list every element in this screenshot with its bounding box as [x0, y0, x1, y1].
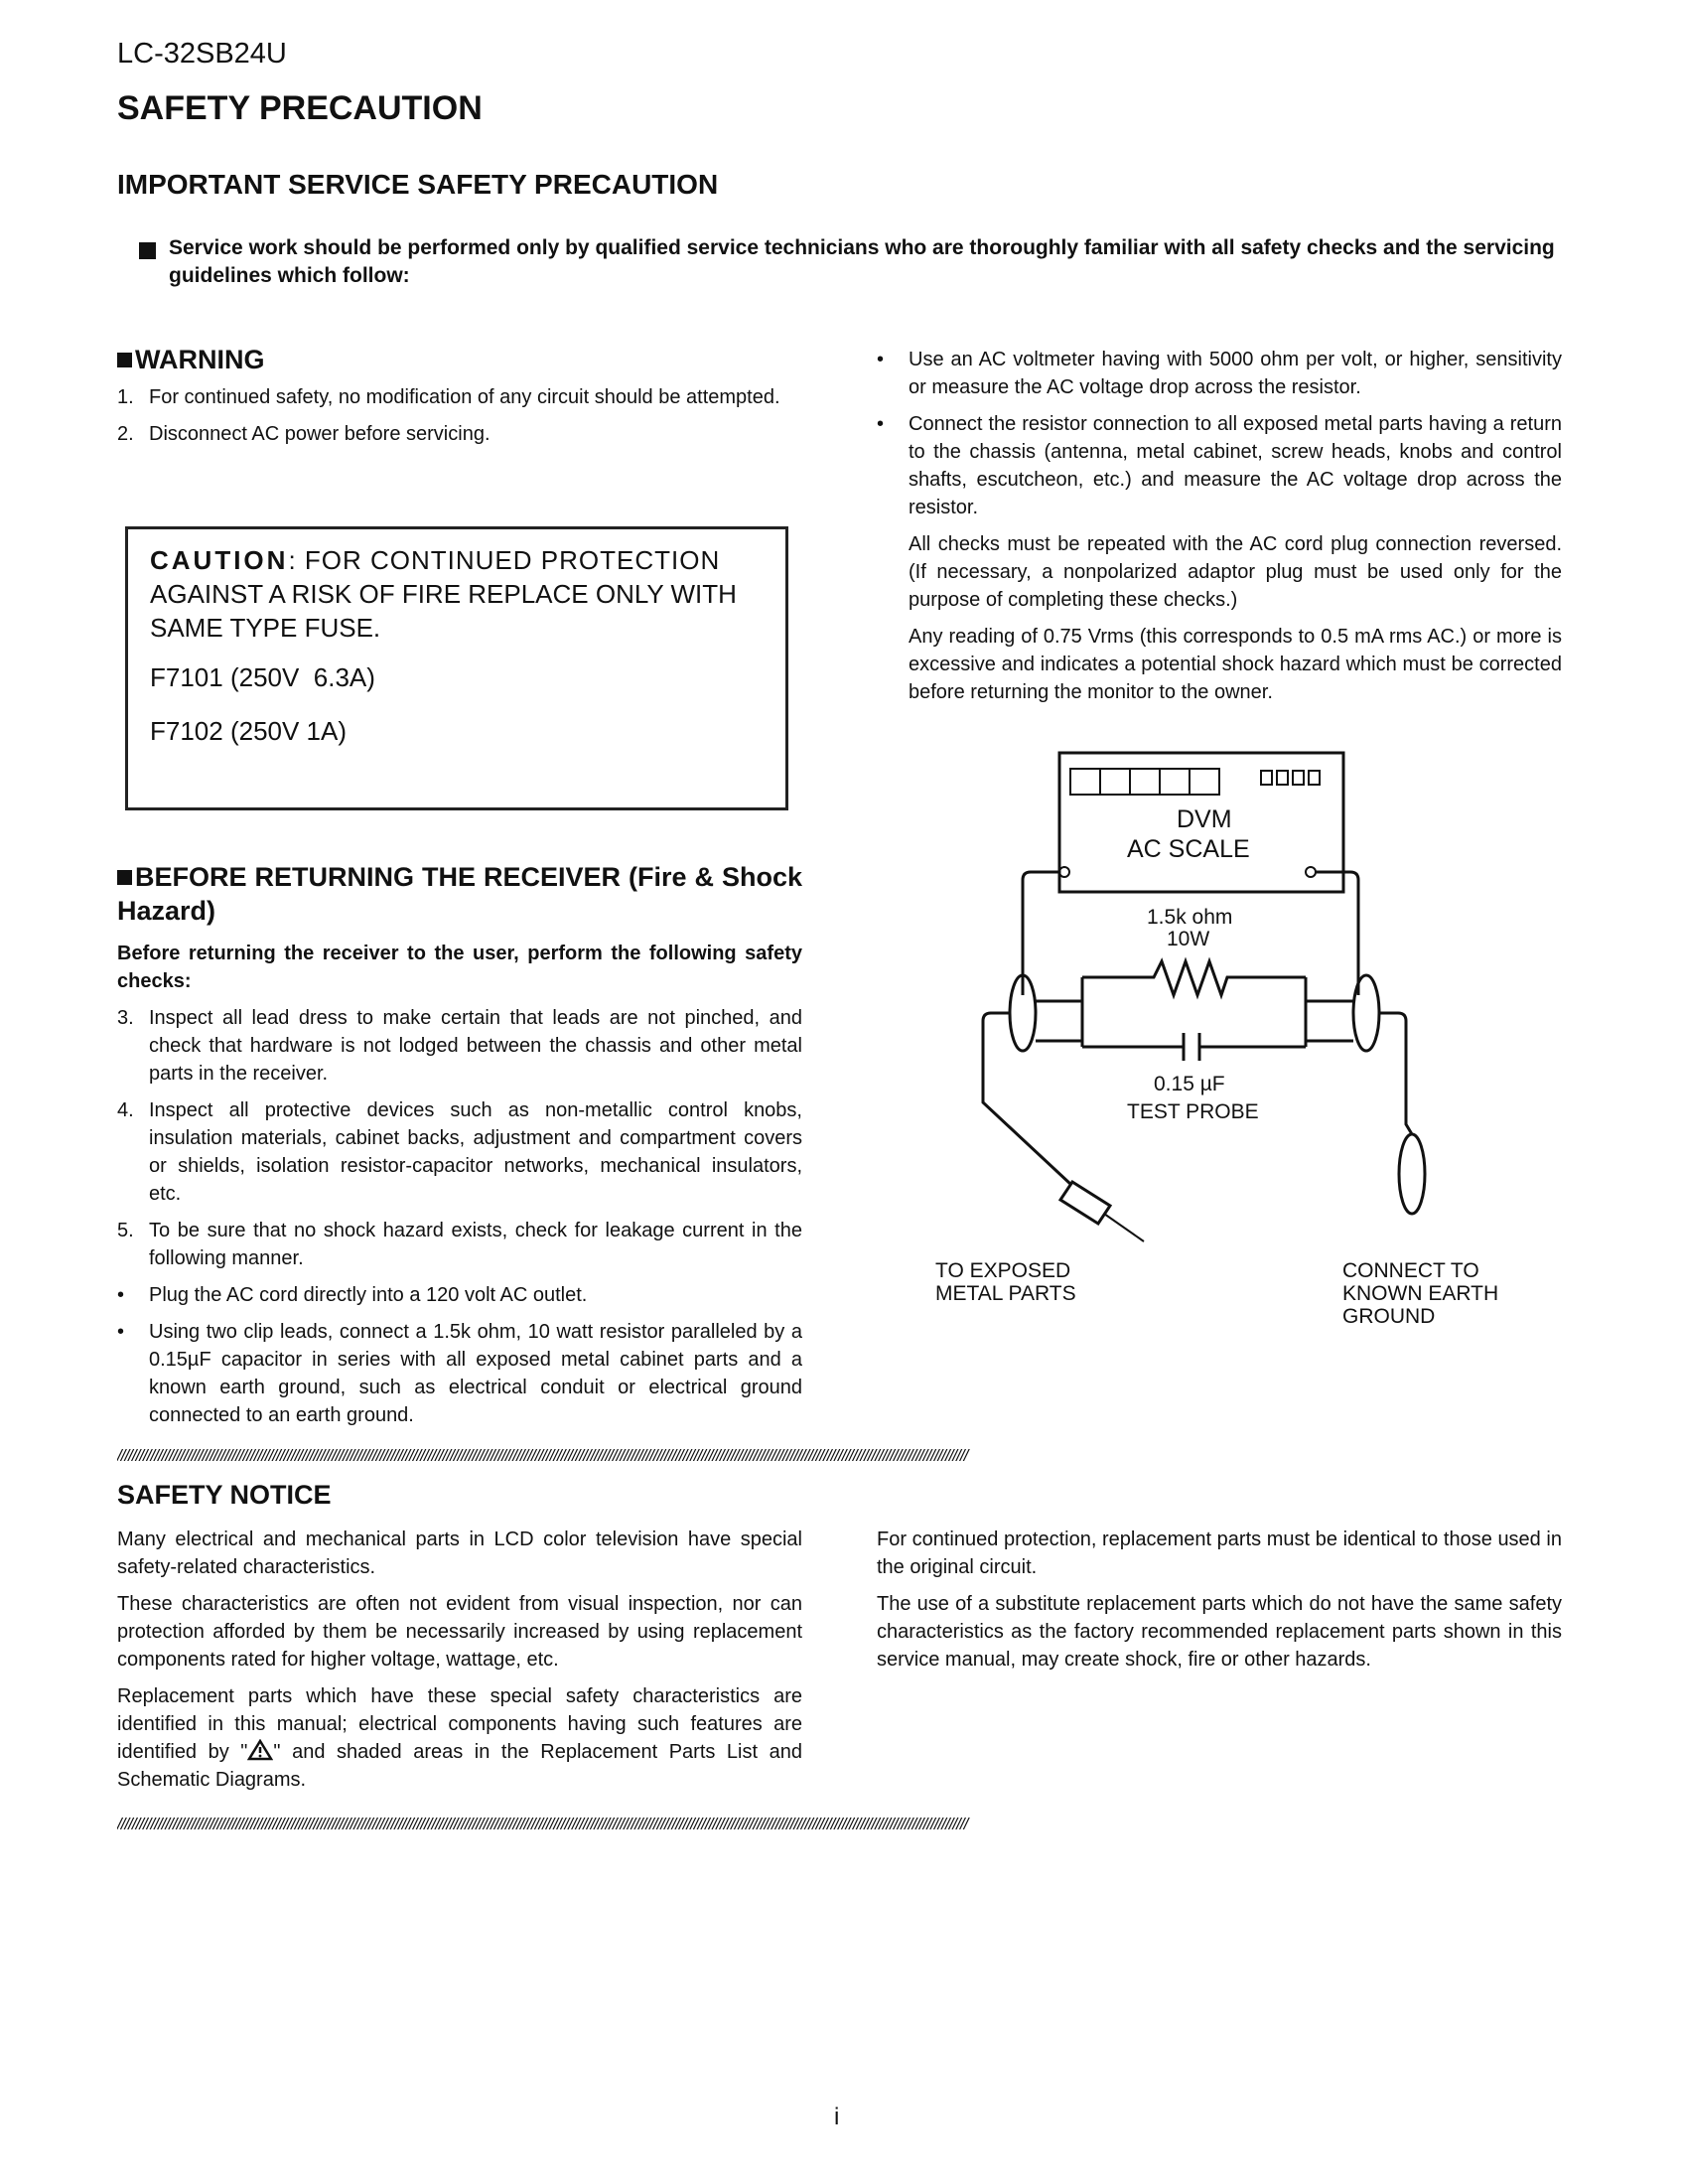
paragraph: All checks must be repeated with the AC cord plug connection reversed. (If necessary, a nonpolarized adaptor plug must be used only for the purpose of completing these checks.) — [909, 533, 1562, 611]
capacitor-value-label: 0.15 µF — [1154, 1073, 1225, 1095]
square-bullet-icon — [117, 870, 132, 885]
warning-triangle-icon — [247, 1739, 273, 1761]
paragraph: Any reading of 0.75 Vrms (this corresponds to 0.5 mA rms AC.) or more is excessive and indicates a potential shock hazard which must be corrected before returning the monitor to the owner. — [909, 626, 1562, 703]
section-subtitle: IMPORTANT SERVICE SAFETY PRECAUTION — [117, 169, 719, 200]
page-number: i — [834, 2104, 840, 2130]
before-returning-heading: BEFORE RETURNING THE RECEIVER (Fire & Shock Hazard) — [117, 862, 802, 926]
exposed-metal-label: TO EXPOSED METAL PARTS — [935, 1259, 1076, 1305]
intro-text: Service work should be performed only by qualified service technicians who are thoroughly familiar with all safety checks and the servicing guidelines which follow: — [169, 236, 1555, 287]
square-bullet-icon — [139, 242, 156, 259]
circuit-drawing — [923, 747, 1618, 1343]
ac-scale-label: AC SCALE — [1127, 835, 1250, 863]
divider: ////////////////////////////////////////////////////////////////////////////////////////////////////////////////////////////////////////////////////////////////////////////////////////////////////////////////////////////////////// — [117, 1446, 968, 1465]
test-probe-label: TEST PROBE — [1127, 1100, 1259, 1123]
leakage-test-section — [877, 346, 1562, 715]
list-item: 1. For continued safety, no modification of any circuit should be attempted. — [117, 386, 780, 408]
page-title: SAFETY PRECAUTION — [117, 89, 483, 127]
bullet-item: • Plug the AC cord directly into a 120 volt AC outlet. — [117, 1284, 588, 1306]
paragraph: The use of a substitute replacement parts which do not have the same safety characteristics as the factory recommended replacement parts shown in this service manual, may create shock, fire or other hazards. — [877, 1593, 1562, 1671]
dvm-label: DVM — [1177, 805, 1232, 833]
warning-section — [117, 344, 802, 457]
bullet-item: • Connect the resistor connection to all exposed metal parts having a return to the chassis (antenna, metal cabinet, screw heads, knobs and control shafts, escutcheon, etc.) and measure the AC voltage drop across the resistor. — [877, 413, 1562, 518]
before-returning-section — [117, 940, 802, 1438]
safety-notice-right — [877, 1526, 1562, 1682]
caution-box — [125, 526, 788, 810]
earth-ground-label: CONNECT TO KNOWN EARTH GROUND — [1342, 1259, 1499, 1328]
fuse-1: F7101 (250V 6.3A) — [150, 662, 375, 692]
paragraph: Many electrical and mechanical parts in LCD color television have special safety-related characteristics. — [117, 1529, 802, 1578]
paragraph: These characteristics are often not evident from visual inspection, nor can protection afforded by them be necessarily increased by using replacement components rated for higher voltage, wattage, etc. — [117, 1593, 802, 1671]
caution-line-3: SAME TYPE FUSE. — [150, 613, 381, 643]
caution-line-1: CAUTION: FOR CONTINUED PROTECTION — [150, 545, 721, 575]
resistor-wattage-label: 10W — [1167, 928, 1210, 950]
safety-notice-left — [117, 1526, 802, 1803]
fuse-2: F7102 (250V 1A) — [150, 716, 348, 746]
resistor-value-label: 1.5k ohm — [1147, 906, 1233, 929]
before-lead: Before returning the receiver to the user, perform the following safety checks: — [117, 943, 802, 992]
paragraph: For continued protection, replacement parts must be identical to those used in the original circuit. — [877, 1529, 1562, 1578]
list-item: 5. To be sure that no shock hazard exists, check for leakage current in the following manner. — [117, 1220, 802, 1269]
paragraph: Replacement parts which have these special safety characteristics are identified in this manual; electrical components having such features are identified by " " and shaded areas in the Replacement Parts List and Schematic Diagrams. — [117, 1685, 802, 1791]
list-item: 2. Disconnect AC power before servicing. — [117, 423, 491, 445]
bullet-item: • Use an AC voltmeter having with 5000 ohm per volt, or higher, sensitivity or measure the AC voltage drop across the resistor. — [877, 349, 1562, 398]
model-number: LC-32SB24U — [117, 38, 287, 70]
square-bullet-icon — [117, 353, 132, 367]
divider: ////////////////////////////////////////////////////////////////////////////////////////////////////////////////////////////////////////////////////////////////////////////////////////////////////////////////////////////////////// — [117, 1815, 968, 1833]
safety-notice-title: SAFETY NOTICE — [117, 1480, 332, 1510]
list-item: 4. Inspect all protective devices such as non-metallic control knobs, insulation materials, cabinet backs, adjustment and compartment covers or shields, isolation resistor-capacitor networks, mechanical insulators, etc. — [117, 1099, 802, 1205]
warning-heading: WARNING — [117, 344, 802, 375]
leakage-test-diagram — [923, 747, 1618, 1343]
list-item: 3. Inspect all lead dress to make certain that leads are not pinched, and check that hardware is not lodged between the chassis and other metal parts in the receiver. — [117, 1007, 802, 1085]
caution-line-2: AGAINST A RISK OF FIRE REPLACE ONLY WITH — [150, 579, 737, 609]
bullet-item: • Using two clip leads, connect a 1.5k ohm, 10 watt resistor paralleled by a 0.15µF capacitor in series with all exposed metal cabinet parts and a known earth ground, such as electrical conduit or electrical ground connected to an earth ground. — [117, 1321, 802, 1426]
intro-note — [139, 234, 1569, 290]
